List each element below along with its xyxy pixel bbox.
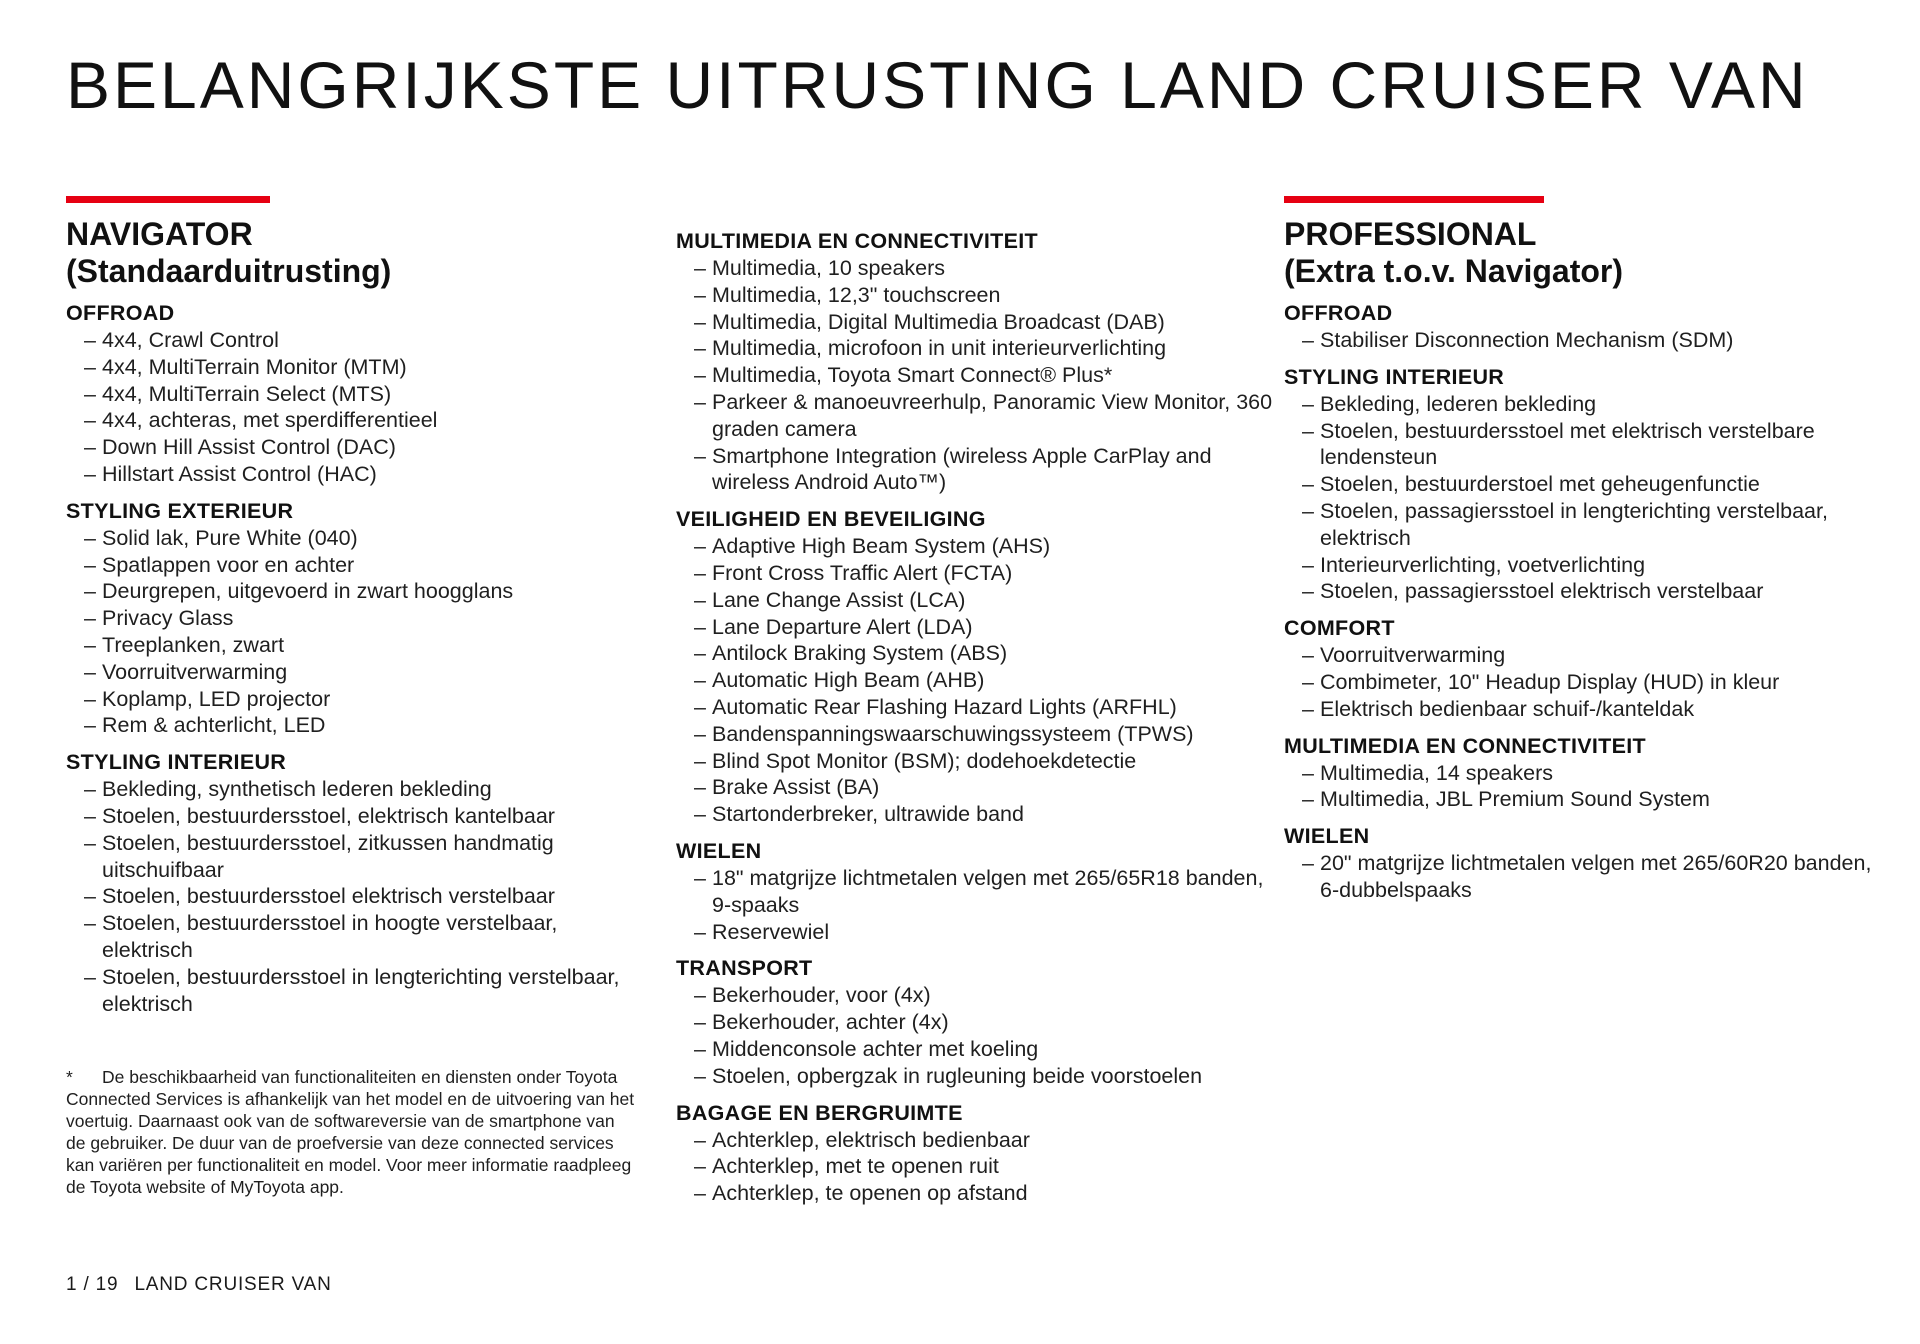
equipment-list <box>1284 642 1884 722</box>
list-item: – 4x4, achteras, met sperdifferentieel <box>84 407 646 434</box>
professional-heading <box>1284 216 1623 290</box>
equipment-section <box>1284 733 1884 814</box>
list-item: – Stoelen, passagiersstoel elektrisch verstelbaar <box>1302 578 1884 605</box>
equipment-section <box>1284 823 1884 904</box>
list-item: – Stoelen, opbergzak in rugleuning beide voorstoelen <box>694 1063 1276 1090</box>
list-item: – Automatic High Beam (AHB) <box>694 667 1276 694</box>
professional-heading-title: PROFESSIONAL <box>1284 216 1537 252</box>
list-item: – Automatic Rear Flashing Hazard Lights (ARFHL) <box>694 694 1276 721</box>
list-item: – Rem & achterlicht, LED <box>84 712 646 739</box>
list-item: – 4x4, MultiTerrain Monitor (MTM) <box>84 354 646 381</box>
equipment-section <box>66 749 646 1017</box>
list-item: – Stoelen, bestuurdersstoel, zitkussen handmatig uitschuifbaar <box>84 830 646 884</box>
footer-label: LAND CRUISER VAN <box>134 1274 332 1295</box>
equipment-section <box>676 955 1276 1089</box>
list-item: – Stoelen, bestuurderstoel met geheugenfunctie <box>1302 471 1884 498</box>
list-item: – Multimedia, 14 speakers <box>1302 760 1884 787</box>
list-item: – Lane Change Assist (LCA) <box>694 587 1276 614</box>
list-item: – Interieurverlichting, voetverlichting <box>1302 552 1884 579</box>
equipment-list <box>1284 760 1884 814</box>
list-item: – Combimeter, 10" Headup Display (HUD) in kleur <box>1302 669 1884 696</box>
list-item: – Parkeer & manoeuvreerhulp, Panoramic View Monitor, 360 graden camera <box>694 389 1276 443</box>
list-item: – Reservewiel <box>694 919 1276 946</box>
professional-sections <box>1284 300 1884 914</box>
equipment-section <box>1284 364 1884 605</box>
navigator-heading <box>66 216 391 290</box>
list-item: – Solid lak, Pure White (040) <box>84 525 646 552</box>
list-item: – Front Cross Traffic Alert (FCTA) <box>694 560 1276 587</box>
section-title: STYLING INTERIEUR <box>1284 364 1505 389</box>
list-item: – 20" matgrijze lichtmetalen velgen met 265/60R20 banden, 6-dubbelspaaks <box>1302 850 1884 904</box>
section-title: STYLING EXTERIEUR <box>66 498 294 523</box>
navigator-accent-bar <box>66 196 270 203</box>
list-item: – Bekleding, synthetisch lederen bekleding <box>84 776 646 803</box>
page-title: BELANGRIJKSTE UITRUSTING LAND CRUISER VAN <box>66 48 1809 122</box>
equipment-section <box>1284 615 1884 722</box>
equipment-list <box>66 776 646 1017</box>
navigator-continued-sections <box>676 228 1276 1217</box>
footnote <box>66 1066 636 1198</box>
section-title: BAGAGE EN BERGRUIMTE <box>676 1100 963 1125</box>
equipment-list <box>66 327 646 488</box>
navigator-sections <box>66 300 646 1027</box>
section-title: MULTIMEDIA EN CONNECTIVITEIT <box>1284 733 1646 758</box>
list-item: – Smartphone Integration (wireless Apple CarPlay and wireless Android Auto™) <box>694 443 1276 497</box>
equipment-list <box>676 865 1276 945</box>
professional-heading-subtitle: (Extra t.o.v. Navigator) <box>1284 253 1624 289</box>
list-item: – Stoelen, passagiersstoel in lengterichting verstelbaar, elektrisch <box>1302 498 1884 552</box>
list-item: – Elektrisch bedienbaar schuif-/kanteldak <box>1302 696 1884 723</box>
list-item: – Hillstart Assist Control (HAC) <box>84 461 646 488</box>
navigator-heading-subtitle: (Standaarduitrusting) <box>66 253 392 289</box>
list-item: – 4x4, Crawl Control <box>84 327 646 354</box>
list-item: – Deurgrepen, uitgevoerd in zwart hoogglans <box>84 578 646 605</box>
list-item: – Achterklep, te openen op afstand <box>694 1180 1276 1207</box>
section-title: STYLING INTERIEUR <box>66 750 287 775</box>
equipment-section <box>1284 300 1884 354</box>
page-number: 1 / 19 <box>66 1274 119 1295</box>
section-title: MULTIMEDIA EN CONNECTIVITEIT <box>676 229 1038 253</box>
section-title: COMFORT <box>1284 616 1395 641</box>
list-item: – Achterklep, met te openen ruit <box>694 1153 1276 1180</box>
list-item: – Multimedia, 10 speakers <box>694 255 1276 282</box>
list-item: – Privacy Glass <box>84 605 646 632</box>
list-item: – Middenconsole achter met koeling <box>694 1036 1276 1063</box>
list-item: – Treeplanken, zwart <box>84 632 646 659</box>
list-item: – Voorruitverwarming <box>1302 642 1884 669</box>
list-item: – Voorruitverwarming <box>84 659 646 686</box>
list-item: – Lane Departure Alert (LDA) <box>694 614 1276 641</box>
section-title: OFFROAD <box>1284 301 1393 325</box>
list-item: – 4x4, MultiTerrain Select (MTS) <box>84 381 646 408</box>
equipment-list <box>676 533 1276 828</box>
list-item: – Startonderbreker, ultrawide band <box>694 801 1276 828</box>
list-item: – 18" matgrijze lichtmetalen velgen met 265/65R18 banden, 9-spaaks <box>694 865 1276 919</box>
list-item: – Stoelen, bestuurdersstoel in hoogte verstelbaar, elektrisch <box>84 910 646 964</box>
navigator-heading-title: NAVIGATOR <box>66 216 253 252</box>
list-item: – Stoelen, bestuurdersstoel, elektrisch kantelbaar <box>84 803 646 830</box>
equipment-section <box>66 498 646 739</box>
list-item: – Adaptive High Beam System (AHS) <box>694 533 1276 560</box>
equipment-list <box>676 982 1276 1089</box>
list-item: – Multimedia, microfoon in unit interieurverlichting <box>694 335 1276 362</box>
list-item: – Multimedia, JBL Premium Sound System <box>1302 786 1884 813</box>
equipment-list <box>66 525 646 739</box>
list-item: – Antilock Braking System (ABS) <box>694 640 1276 667</box>
equipment-section <box>676 1100 1276 1207</box>
list-item: – Bekerhouder, achter (4x) <box>694 1009 1276 1036</box>
list-item: – Down Hill Assist Control (DAC) <box>84 434 646 461</box>
list-item: – Koplamp, LED projector <box>84 686 646 713</box>
list-item: – Stoelen, bestuurdersstoel met elektrisch verstelbare lendensteun <box>1302 418 1884 472</box>
equipment-list <box>1284 850 1884 904</box>
equipment-section <box>676 228 1276 496</box>
equipment-list <box>676 1127 1276 1207</box>
list-item: – Multimedia, Toyota Smart Connect® Plus* <box>694 362 1276 389</box>
list-item: – Stoelen, bestuurdersstoel in lengterichting verstelbaar, elektrisch <box>84 964 646 1018</box>
professional-accent-bar <box>1284 196 1544 203</box>
list-item: – Brake Assist (BA) <box>694 774 1276 801</box>
footnote-text: De beschikbaarheid van functionaliteiten en diensten onder Toyota Connected Services is afhankelijk van het model en de uitvoering van het voertuig. Daarnaast ook van de softwareversie van de smartphone van de gebruiker. De duur van de proefversie van deze connected services kan variëren per functionaliteit en model. Voor meer informatie raadpleeg de Toyota website of MyToyota app. <box>66 1067 635 1197</box>
list-item: – Bandenspanningswaarschuwingssysteem (TPWS) <box>694 721 1276 748</box>
section-title: VEILIGHEID EN BEVEILIGING <box>676 507 986 532</box>
equipment-list <box>676 255 1276 496</box>
section-title: WIELEN <box>676 838 762 863</box>
list-item: – Bekerhouder, voor (4x) <box>694 982 1276 1009</box>
list-item: – Stabiliser Disconnection Mechanism (SDM) <box>1302 327 1884 354</box>
footnote-marker: * <box>66 1067 73 1087</box>
section-title: WIELEN <box>1284 824 1370 849</box>
list-item: – Stoelen, bestuurdersstoel elektrisch verstelbaar <box>84 883 646 910</box>
list-item: – Bekleding, lederen bekleding <box>1302 391 1884 418</box>
list-item: – Multimedia, Digital Multimedia Broadcast (DAB) <box>694 309 1276 336</box>
list-item: – Blind Spot Monitor (BSM); dodehoekdetectie <box>694 748 1276 775</box>
page-footer <box>66 1274 332 1296</box>
equipment-section <box>676 838 1276 945</box>
list-item: – Spatlappen voor en achter <box>84 552 646 579</box>
section-title: TRANSPORT <box>676 956 813 981</box>
list-item: – Achterklep, elektrisch bedienbaar <box>694 1127 1276 1154</box>
equipment-list <box>1284 327 1884 354</box>
section-title: OFFROAD <box>66 301 175 325</box>
equipment-section <box>66 300 646 488</box>
equipment-list <box>1284 391 1884 605</box>
equipment-section <box>676 506 1276 828</box>
list-item: – Multimedia, 12,3" touchscreen <box>694 282 1276 309</box>
